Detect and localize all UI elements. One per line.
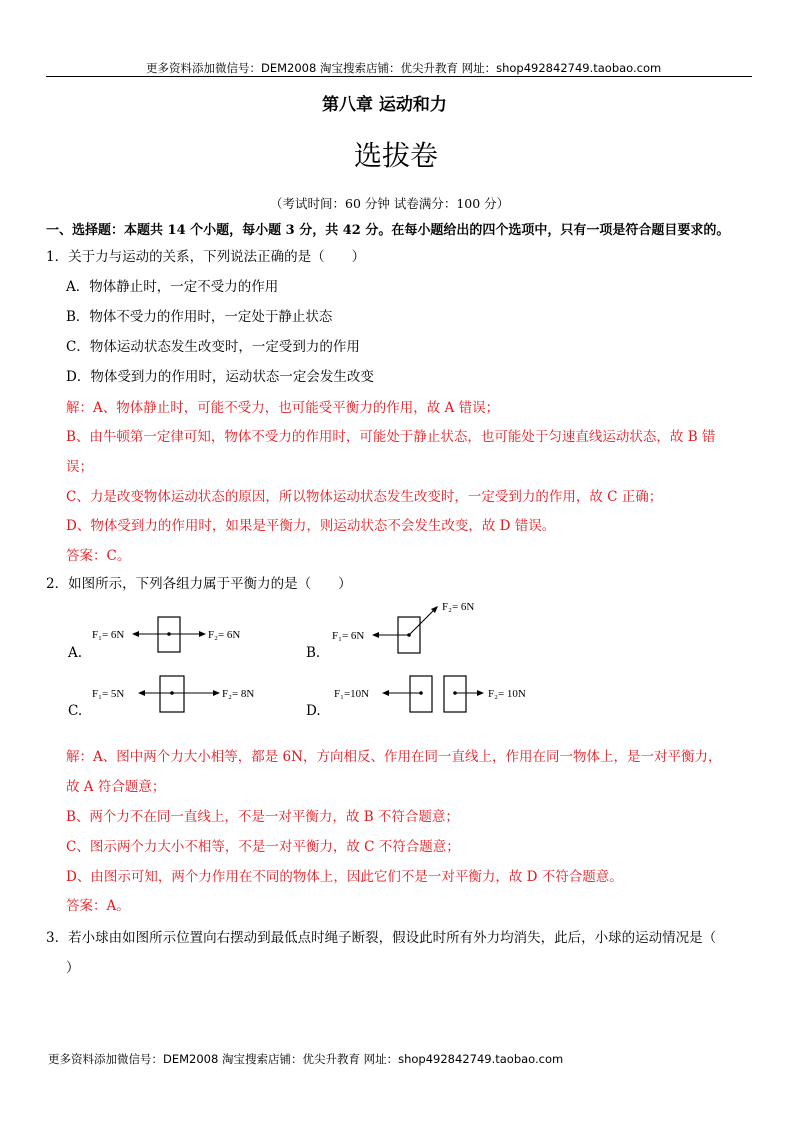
force-label: F₂= 6N xyxy=(208,629,241,641)
q2-option-c-label: C. xyxy=(68,703,83,719)
header-divider xyxy=(46,76,752,77)
force-label: F₂= 8N xyxy=(222,688,255,700)
q2-solution-line: B、两个力不在同一直线上，不是一对平衡力，故 B 不符合题意； xyxy=(66,809,459,825)
q2-figure-c xyxy=(90,672,280,718)
q2-solution-line: 故 A 符合题意； xyxy=(66,779,166,795)
q2-figure-a xyxy=(90,612,260,656)
force-label: F₁=10N xyxy=(334,688,370,700)
q2-solution-line: D、由图示可知，两个力作用在不同的物体上，因此它们不是一对平衡力，故 D 不符合题意。 xyxy=(66,869,623,885)
force-label: F₁= 6N xyxy=(332,630,365,642)
q1-stem: 1．关于力与运动的关系，下列说法正确的是（ ） xyxy=(46,249,366,265)
q1-option-d: D．物体受到力的作用时，运动状态一定会发生改变 xyxy=(66,369,374,385)
q1-solution-line: C、力是改变物体运动状态的原因，所以物体运动状态发生改变时，一定受到力的作用，故 C 正确； xyxy=(66,489,663,505)
q1-option-a: A．物体静止时，一定不受力的作用 xyxy=(66,279,279,295)
q2-figure-d xyxy=(330,672,570,718)
q1-option-c: C．物体运动状态发生改变时，一定受到力的作用 xyxy=(66,339,360,355)
q1-solution-line: D、物体受到力的作用时，如果是平衡力，则运动状态不会发生改变，故 D 错误。 xyxy=(66,518,556,534)
q3-stem-cont: ） xyxy=(66,960,80,976)
q1-solution-line: 解：A、物体静止时，可能不受力，也可能受平衡力的作用，故 A 错误； xyxy=(66,400,500,416)
q3-stem: 3．若小球由如图所示位置向右摆动到最低点时绳子断裂，假设此时所有外力均消失，此后，小球的运动情况是（ xyxy=(46,930,717,946)
q2-option-a-label: A. xyxy=(68,645,83,661)
q2-stem: 2．如图所示，下列各组力属于平衡力的是（ ） xyxy=(46,576,352,592)
force-label: F₁= 6N xyxy=(92,629,125,641)
q1-solution-line: 误； xyxy=(66,459,93,475)
q2-figure-b xyxy=(330,596,500,658)
q1-option-b: B．物体不受力的作用时，一定处于静止状态 xyxy=(66,309,333,325)
page-header: 更多资料添加微信号：DEM2008 淘宝搜索店铺：优尖升教育 网址：shop492842749.taobao.com xyxy=(146,61,662,75)
q2-answer: 答案：A。 xyxy=(66,898,130,914)
q2-solution-line: C、图示两个力大小不相等，不是一对平衡力，故 C 不符合题意； xyxy=(66,839,460,855)
q1-solution-line: B、由牛顿第一定律可知，物体不受力的作用时，可能处于静止状态，也可能处于匀速直线运动状态，故 B 错 xyxy=(66,429,716,445)
q2-solution-line: 解：A、图中两个力大小相等，都是 6N，方向相反、作用在同一直线上，作用在同一物体上，是一对平衡力， xyxy=(66,749,722,765)
page-footer: 更多资料添加微信号：DEM2008 淘宝搜索店铺：优尖升教育 网址：shop492842749.taobao.com xyxy=(48,1052,564,1066)
q2-option-d-label: D. xyxy=(306,703,321,719)
force-label: F₁= 5N xyxy=(92,688,125,700)
q1-answer: 答案：C。 xyxy=(66,548,131,564)
force-label: F₂= 6N xyxy=(442,601,475,613)
exam-subtitle: 选拔卷 xyxy=(354,139,439,172)
force-label: F₂= 10N xyxy=(488,688,526,700)
section-heading: 一、选择题：本题共 14 个小题，每小题 3 分，共 42 分。在每小题给出的四个选项中，只有一项是符合题目要求的。 xyxy=(46,223,730,238)
q2-option-b-label: B. xyxy=(306,645,321,661)
chapter-title: 第八章 运动和力 xyxy=(322,95,447,115)
exam-meta: （考试时间：60 分钟 试卷满分：100 分） xyxy=(270,196,510,211)
